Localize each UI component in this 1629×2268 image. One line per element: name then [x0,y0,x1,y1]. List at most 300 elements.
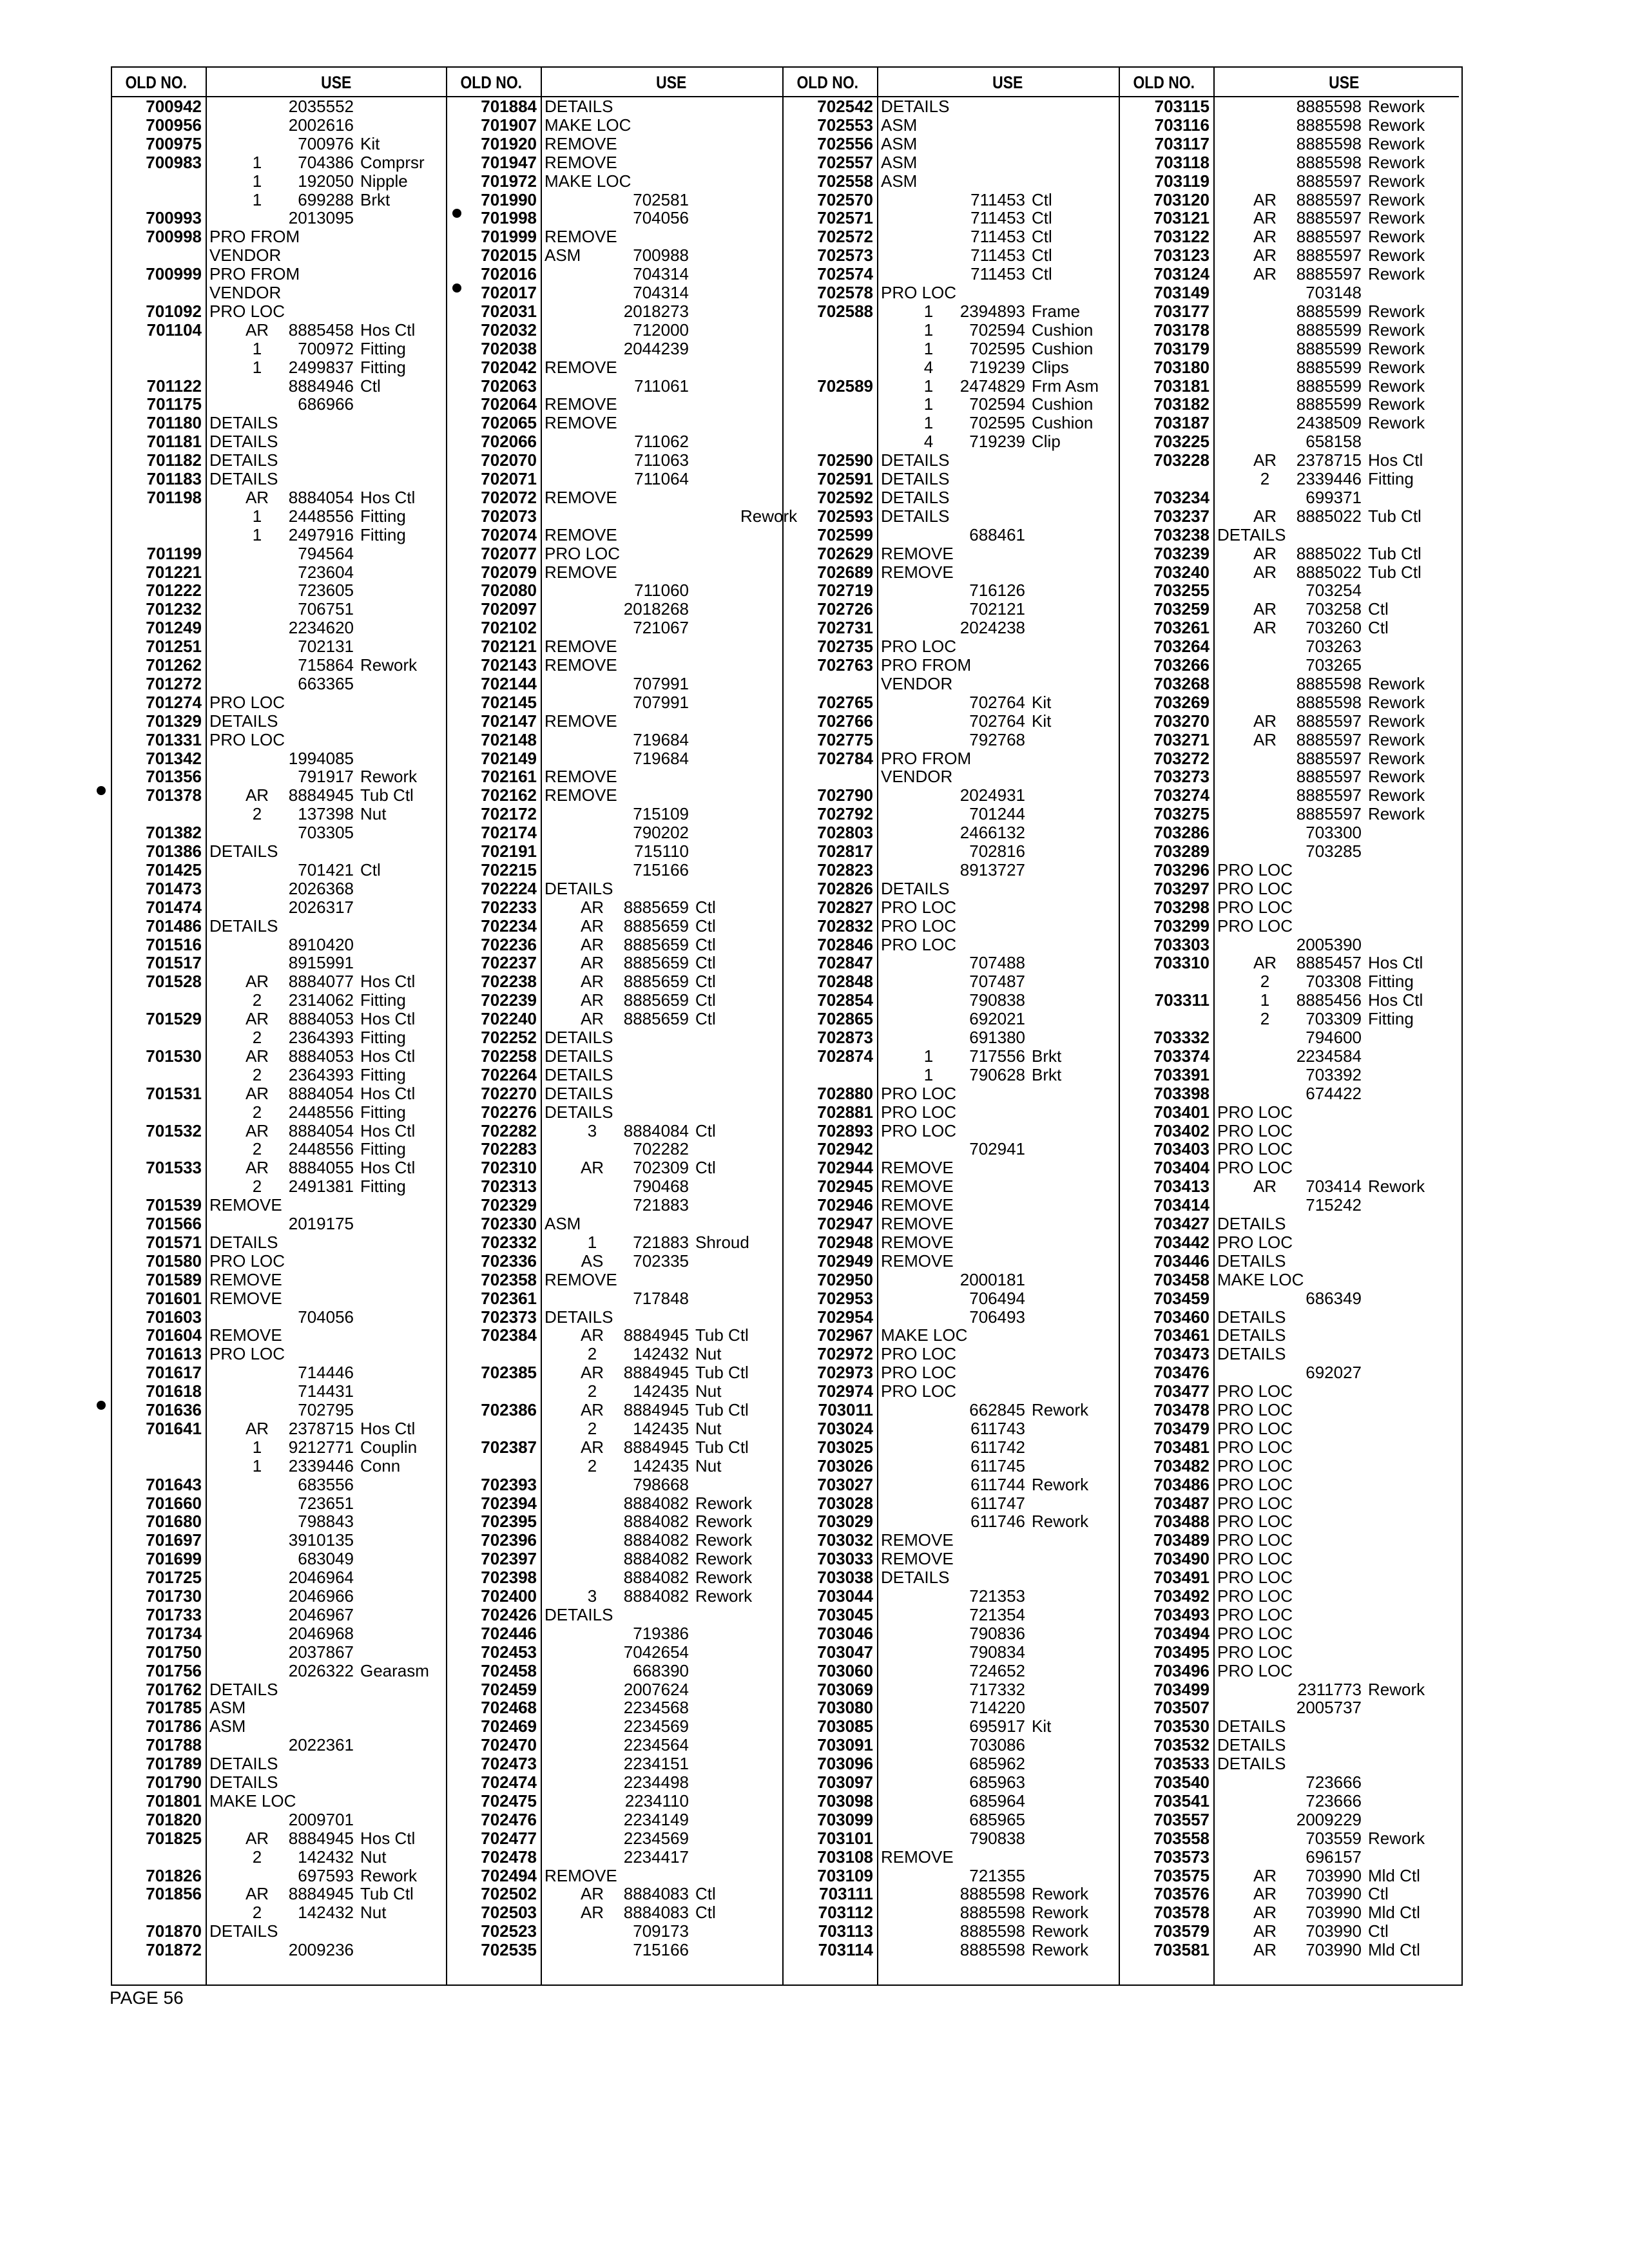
table-row [447,1531,782,1550]
use-number: 715166 [633,860,689,879]
table-row [784,1494,1119,1513]
old-number: 701785 [146,1698,202,1718]
old-number: 702588 [817,301,873,321]
table-row [112,340,446,358]
status-text: PRO LOC [881,637,957,657]
status-text: DETAILS [1217,1307,1286,1327]
table-row [1120,302,1459,321]
status-text: DETAILS [881,1568,950,1588]
description: Rework [695,1568,753,1588]
old-number: 703493 [1153,1604,1210,1624]
use-number: 8884082 [623,1568,689,1588]
use-number: 721067 [633,618,689,638]
use-number: 8885598 [1296,133,1362,153]
table-row [112,432,446,451]
table-row [784,917,1119,936]
table-row [784,767,1119,786]
old-number: 701762 [146,1679,202,1699]
description: Tub Ctl [360,1884,414,1904]
table-row [1120,227,1459,246]
old-number: 703124 [1153,264,1210,284]
quantity: AR [1253,562,1277,582]
status-text: PRO LOC [1217,1512,1293,1532]
quantity: AR [245,487,269,507]
table-row [784,1084,1119,1103]
status-text: DETAILS [881,878,950,898]
old-number: 702234 [481,916,537,936]
old-number: 702015 [481,245,537,265]
table-row [112,1811,446,1829]
table-row [784,526,1119,544]
old-number: 703060 [817,1660,873,1680]
quantity: AR [580,916,604,936]
description: Rework [695,1530,753,1550]
old-number: 702387 [481,1437,537,1457]
table-row [112,246,446,265]
table-row [1120,917,1459,936]
old-number: 703180 [1153,357,1210,377]
quantity: 4 [923,432,934,452]
old-number: 703264 [1153,637,1210,657]
table-row [447,284,782,302]
table-row [447,358,782,377]
use-number: 2018268 [623,599,689,619]
quantity: AR [245,1009,269,1029]
status-text: MAKE LOC [545,171,631,191]
table-row [1120,1867,1459,1885]
use-number: 2009229 [1296,1809,1362,1829]
use-number: 8885597 [1296,711,1362,731]
status-text: VENDOR [881,673,953,693]
old-number: 703303 [1153,934,1210,954]
old-number: 701730 [146,1586,202,1606]
description: Kit [1032,1716,1052,1736]
quantity: 2 [1260,469,1270,488]
use-number: 703990 [1306,1884,1362,1904]
description: Ctl [1368,618,1389,638]
use-number: 8885597 [1296,245,1362,265]
old-number: 702398 [481,1568,537,1588]
status-text: PRO FROM [209,227,300,247]
table-row [1120,1457,1459,1475]
use-number: 8885598 [959,1884,1025,1904]
use-number: 2046966 [288,1586,354,1606]
table-row [112,675,446,693]
old-number: 701660 [146,1493,202,1513]
use-number: 715166 [633,1940,689,1960]
old-number: 702102 [481,618,537,638]
table-row [1120,135,1459,153]
old-number: 703091 [817,1735,873,1755]
old-number: 703427 [1153,1214,1210,1233]
quantity: AR [1253,245,1277,265]
old-number: 703098 [817,1791,873,1811]
use-number: 2448556 [288,506,354,526]
table-row [447,1829,782,1848]
old-no-header: OLD NO. [460,73,523,92]
table-row [447,1848,782,1867]
table-row [112,1903,446,1922]
table-row [1120,1494,1459,1513]
description: Brkt [1032,1046,1062,1066]
old-number: 701382 [146,823,202,843]
old-number: 702476 [481,1809,537,1829]
old-number: 703225 [1153,432,1210,452]
description: Rework [1368,189,1425,209]
status-text: PRO LOC [1217,1158,1293,1178]
use-number: 2007624 [623,1679,689,1699]
description: Hos Ctl [360,1418,416,1438]
use-number: 8884077 [288,972,354,992]
old-number: 701756 [146,1660,202,1680]
use-number: 142435 [633,1381,689,1401]
old-number: 702629 [817,543,873,563]
old-number: 702502 [481,1884,537,1904]
column-4 [1120,68,1459,1984]
table-row [1120,470,1459,488]
status-text: DETAILS [1217,1251,1286,1271]
old-number: 702237 [481,953,537,973]
status-text: DETAILS [209,450,278,470]
table-row [112,227,446,246]
description: Rework [1032,1400,1089,1419]
use-number: 8884945 [623,1363,689,1383]
table-row [112,1717,446,1736]
description: Tub Ctl [695,1325,749,1345]
table-row [1120,1028,1459,1047]
old-number: 703029 [817,1512,873,1532]
column-header [784,68,1119,97]
use-header: USE [321,73,352,92]
status-text: PRO LOC [1217,1530,1293,1550]
description: Fitting [1368,1009,1414,1029]
table-row [784,377,1119,396]
table-row [784,898,1119,917]
use-number: 703258 [1306,599,1362,619]
table-row [1120,1419,1459,1438]
description: Mld Ctl [1368,1940,1420,1960]
description: Tub Ctl [695,1400,749,1419]
table-row [1120,488,1459,507]
table-row [447,1662,782,1680]
description: Tub Ctl [360,785,414,805]
table-row [784,172,1119,191]
old-number: 701182 [146,450,202,470]
old-number: 702726 [817,599,873,619]
quantity: AR [580,990,604,1010]
old-number: 702473 [481,1754,537,1774]
use-number: 711060 [634,581,689,601]
table-row [447,209,782,227]
table-row [784,116,1119,135]
description: Rework [1368,301,1425,321]
old-number: 703046 [817,1623,873,1643]
use-number: 8884945 [623,1325,689,1345]
table-row [784,1531,1119,1550]
description: Rework [360,1865,418,1885]
description: Rework [1368,1679,1425,1699]
parts-table [111,66,1463,1986]
description: Rework [1368,673,1425,693]
table-row [447,1066,782,1084]
table-row [447,1215,782,1233]
table-row [1120,1047,1459,1066]
quantity: 4 [923,357,934,377]
old-number: 702224 [481,878,537,898]
table-row [447,1196,782,1215]
table-row [112,321,446,340]
table-row [1120,1848,1459,1867]
status-text: PRO LOC [209,1251,285,1271]
table-row [112,1606,446,1624]
use-number: 8885456 [1296,990,1362,1010]
description: Rework [360,655,418,675]
table-row [784,1271,1119,1289]
old-number: 703274 [1153,785,1210,805]
table-row [1120,265,1459,284]
table-row [112,879,446,898]
table-row [1120,1903,1459,1922]
use-number: 715109 [633,804,689,824]
use-number: 611746 [970,1512,1025,1532]
status-text: REMOVE [209,1288,282,1308]
old-number: 702570 [817,189,873,209]
table-row [1120,358,1459,377]
old-number: 702143 [481,655,537,675]
status-text: PRO LOC [881,1381,957,1401]
table-row [112,1233,446,1252]
table-row [1120,191,1459,209]
status-text: REMOVE [545,785,617,805]
description: Kit [360,133,380,153]
old-number: 702385 [481,1363,537,1383]
table-row [112,1401,446,1419]
use-number: 703260 [1306,618,1362,638]
old-number: 701092 [146,301,202,321]
use-number: 8885022 [1296,562,1362,582]
status-text: PRO LOC [545,543,621,563]
use-number: 8885659 [623,953,689,973]
description: Rework [1368,711,1425,731]
table-row [1120,1829,1459,1848]
use-number: 704314 [633,283,689,302]
description: Ctl [1368,1921,1389,1941]
table-row [784,1326,1119,1345]
use-number: 2378715 [1296,450,1362,470]
old-number: 701589 [146,1269,202,1289]
old-number: 702282 [481,1120,537,1140]
use-number: 658158 [1306,432,1362,452]
column-1 [112,68,447,1984]
table-row [112,451,446,470]
status-text: MAKE LOC [1217,1269,1304,1289]
use-number: 683556 [298,1474,354,1494]
old-number: 702453 [481,1642,537,1662]
table-row [1120,936,1459,954]
table-row [1120,1811,1459,1829]
old-number: 702172 [481,804,537,824]
old-number: 702792 [817,804,873,824]
old-number: 703459 [1153,1288,1210,1308]
table-row [447,172,782,191]
use-number: 692027 [1306,1363,1362,1383]
quantity: AR [1253,599,1277,619]
old-number: 701529 [146,1009,202,1029]
table-row [784,246,1119,265]
description: Clips [1032,357,1069,377]
old-number: 702826 [817,878,873,898]
table-row [112,898,446,917]
description: Rework [1368,115,1425,135]
table-row [1120,1289,1459,1308]
table-row [447,1885,782,1903]
old-number: 700993 [146,208,202,228]
use-number: 707487 [969,972,1025,992]
old-number: 702848 [817,972,873,992]
description: Kit [1032,711,1052,731]
table-row [112,1308,446,1327]
old-number: 703446 [1153,1251,1210,1271]
old-number: 701221 [146,562,202,582]
old-number: 701175 [146,394,202,414]
use-number: 695917 [969,1716,1025,1736]
old-number: 703481 [1153,1437,1210,1457]
use-number: 699371 [1306,487,1362,507]
table-row [112,265,446,284]
status-text: DETAILS [545,1083,613,1103]
use-number: 8885598 [959,1940,1025,1960]
use-number: 8884946 [288,376,354,396]
old-number: 703117 [1154,133,1210,153]
table-row [784,432,1119,451]
use-number: 8884083 [623,1884,689,1904]
description: Fitting [360,1028,406,1047]
use-number: 8885598 [1296,97,1362,116]
table-row [1120,116,1459,135]
old-number: 702477 [481,1828,537,1848]
old-number: 702330 [481,1214,537,1233]
old-number: 702873 [817,1028,873,1047]
old-number: 703311 [1154,990,1210,1010]
table-row [1120,1736,1459,1754]
use-number: 711453 [970,189,1025,209]
quantity: 2 [252,1177,262,1196]
old-number: 702038 [481,338,537,358]
description: Cushion [1032,394,1094,414]
table-row [112,712,446,731]
old-number: 702070 [481,450,537,470]
old-number: 702475 [481,1791,537,1811]
old-number: 703442 [1153,1232,1210,1252]
table-row [784,340,1119,358]
use-number: 2005737 [1296,1698,1362,1718]
old-number: 702948 [817,1232,873,1252]
table-row [1120,1438,1459,1457]
table-row [1120,340,1459,358]
old-number: 703401 [1153,1102,1210,1122]
status-text: PRO LOC [1217,1623,1293,1643]
use-number: 2019175 [288,1214,354,1233]
old-number: 701533 [146,1158,202,1178]
description: Hos Ctl [360,1009,416,1029]
old-number: 701733 [146,1604,202,1624]
table-row [112,1382,446,1401]
table-row [1120,731,1459,749]
table-row [1120,1754,1459,1773]
description: Hos Ctl [360,1828,416,1848]
description: Rework [695,1512,753,1532]
old-number: 702032 [481,320,537,340]
use-number: 142432 [633,1344,689,1364]
old-number: 703044 [817,1586,873,1606]
quantity: 1 [252,338,262,358]
table-row [447,1419,782,1438]
table-row [784,861,1119,879]
use-number: 2026322 [288,1660,354,1680]
column-header [112,68,446,97]
quantity: 1 [923,1064,934,1084]
quantity: AR [580,972,604,992]
old-number: 702823 [817,860,873,879]
table-row [112,637,446,656]
table-row [447,1252,782,1271]
use-number: 702335 [633,1251,689,1271]
description: Rework [1368,133,1425,153]
old-number: 703182 [1153,394,1210,414]
quantity: AR [245,1120,269,1140]
use-number: 703990 [1306,1940,1362,1960]
table-row [447,1773,782,1792]
table-row [784,1792,1119,1811]
table-row [447,395,782,414]
use-number: 8884083 [623,1903,689,1923]
table-row [1120,1103,1459,1122]
table-row [447,1345,782,1363]
description: Hos Ctl [360,1046,416,1066]
table-row [784,1215,1119,1233]
description: Ctl [695,934,716,954]
table-row [447,1568,782,1587]
status-text: PRO LOC [1217,1568,1293,1588]
description: Ctl [695,953,716,973]
old-number: 701356 [146,767,202,787]
description: Rework [360,767,418,787]
table-row [447,526,782,544]
table-row [1120,1140,1459,1158]
use-number: 717848 [633,1288,689,1308]
table-row [784,451,1119,470]
table-row [784,1010,1119,1028]
table-row [1120,600,1459,619]
quantity: AR [245,785,269,805]
use-number: 703392 [1306,1064,1362,1084]
old-number: 702074 [481,524,537,544]
status-text: ASM [881,152,918,172]
table-row [112,1885,446,1903]
table-row [447,1587,782,1606]
use-number: 719684 [633,729,689,749]
table-row [1120,693,1459,712]
old-number: 703297 [1153,878,1210,898]
old-number: 703458 [1153,1269,1210,1289]
old-number: 703495 [1153,1642,1210,1662]
old-number: 703273 [1153,767,1210,787]
use-number: 703414 [1306,1177,1362,1196]
table-row [112,1494,446,1513]
table-row [112,936,446,954]
use-number: 716126 [969,581,1025,601]
table-row [784,302,1119,321]
